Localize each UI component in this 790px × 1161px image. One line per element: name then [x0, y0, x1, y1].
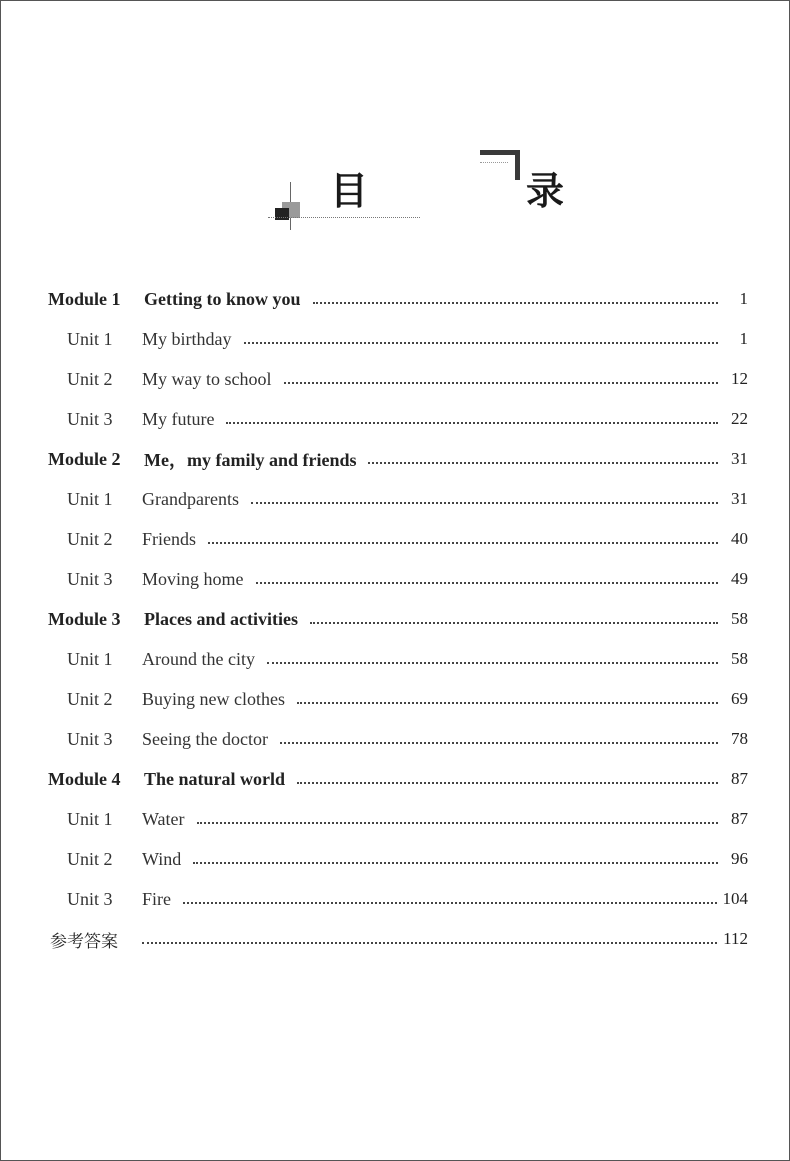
- toc-title: Grandparents: [142, 488, 239, 509]
- dot-leader: [313, 302, 718, 304]
- dot-leader: [251, 502, 718, 504]
- dot-leader: [310, 622, 718, 624]
- dot-leader: [244, 342, 719, 344]
- toc-page-number: 96: [731, 849, 748, 868]
- toc-module-4[interactable]: [48, 759, 748, 799]
- toc-label: Unit 2: [67, 528, 113, 549]
- toc-title: Around the city: [142, 648, 255, 669]
- toc-page-number: 12: [731, 369, 748, 388]
- toc-title: Me，my family and friends: [144, 450, 357, 470]
- toc-label: Unit 1: [67, 488, 113, 509]
- toc-page-number: 58: [731, 649, 748, 668]
- toc-unit[interactable]: [67, 359, 748, 399]
- dot-leader: [197, 822, 718, 824]
- toc-title: My future: [142, 408, 215, 429]
- toc-page-number: 87: [731, 769, 748, 788]
- dot-leader: [142, 942, 717, 944]
- toc-page-number: 112: [723, 929, 748, 948]
- toc-title: Getting to know you: [144, 288, 301, 309]
- toc-page-number: 40: [731, 529, 748, 548]
- toc-unit[interactable]: [67, 639, 748, 679]
- toc-page-number: 87: [731, 809, 748, 828]
- toc-title: My birthday: [142, 328, 232, 349]
- dot-leader: [208, 542, 718, 544]
- toc-title: Friends: [142, 528, 196, 549]
- toc-label: Unit 3: [67, 408, 113, 429]
- dot-leader: [256, 582, 719, 584]
- toc-page-number: 69: [731, 689, 748, 708]
- dot-leader: [280, 742, 718, 744]
- dot-leader: [368, 462, 718, 464]
- toc-page-number: 1: [739, 289, 748, 308]
- title-ornament: [0, 0, 790, 240]
- toc-label: Unit 1: [67, 328, 113, 349]
- toc-title: Water: [142, 808, 185, 829]
- toc-unit[interactable]: [67, 799, 748, 839]
- toc-page-number: 49: [731, 569, 748, 588]
- toc-title: My way to school: [142, 368, 272, 389]
- page-title: 目 录: [330, 169, 625, 213]
- toc-page-number: 104: [722, 889, 748, 908]
- ornament-bar-top: [480, 150, 520, 155]
- dot-leader: [193, 862, 718, 864]
- toc-label: 参考答案: [50, 931, 118, 952]
- toc-page-number: 1: [739, 329, 748, 348]
- toc-unit[interactable]: [67, 519, 748, 559]
- ornament-dotted-line: [268, 217, 420, 218]
- toc-label: Module 4: [48, 768, 121, 789]
- toc-title: Buying new clothes: [142, 688, 285, 709]
- toc-label: Unit 2: [67, 688, 113, 709]
- toc-label: Module 1: [48, 288, 121, 309]
- toc-label: Module 3: [48, 608, 121, 629]
- toc-page-number: 22: [731, 409, 748, 428]
- toc-page-number: 58: [731, 609, 748, 628]
- toc-unit[interactable]: [67, 319, 748, 359]
- toc-label: Unit 2: [67, 848, 113, 869]
- toc-label: Unit 1: [67, 808, 113, 829]
- toc-module-2[interactable]: [48, 439, 748, 479]
- toc-unit[interactable]: [67, 399, 748, 439]
- toc-unit[interactable]: [67, 839, 748, 879]
- ornament-square-dark: [275, 208, 289, 220]
- toc-answers[interactable]: [50, 919, 748, 959]
- dot-leader: [226, 422, 718, 424]
- toc-module-1[interactable]: [48, 279, 748, 319]
- dot-leader: [297, 702, 718, 704]
- toc-unit[interactable]: [67, 719, 748, 759]
- toc-title: The natural world: [144, 768, 286, 789]
- toc-page-number: 31: [731, 489, 748, 508]
- toc-title: Places and activities: [144, 608, 298, 629]
- toc-title: Moving home: [142, 568, 244, 589]
- toc-unit[interactable]: [67, 479, 748, 519]
- toc-module-3[interactable]: [48, 599, 748, 639]
- toc-title: Seeing the doctor: [142, 728, 268, 749]
- toc-label: Module 2: [48, 448, 121, 469]
- dot-leader: [284, 382, 719, 384]
- dot-leader: [297, 782, 718, 784]
- toc-label: Unit 2: [67, 368, 113, 389]
- toc-page-number: 78: [731, 729, 748, 748]
- toc-page-number: 31: [731, 449, 748, 468]
- toc-title: Fire: [142, 888, 171, 909]
- toc-title: Wind: [142, 848, 182, 869]
- toc-label: Unit 1: [67, 648, 113, 669]
- toc-label: Unit 3: [67, 888, 113, 909]
- toc-unit[interactable]: [67, 879, 748, 919]
- dot-leader: [183, 902, 717, 904]
- dot-leader: [267, 662, 718, 664]
- toc-label: Unit 3: [67, 568, 113, 589]
- toc-unit[interactable]: [67, 679, 748, 719]
- toc-unit[interactable]: [67, 559, 748, 599]
- toc-label: Unit 3: [67, 728, 113, 749]
